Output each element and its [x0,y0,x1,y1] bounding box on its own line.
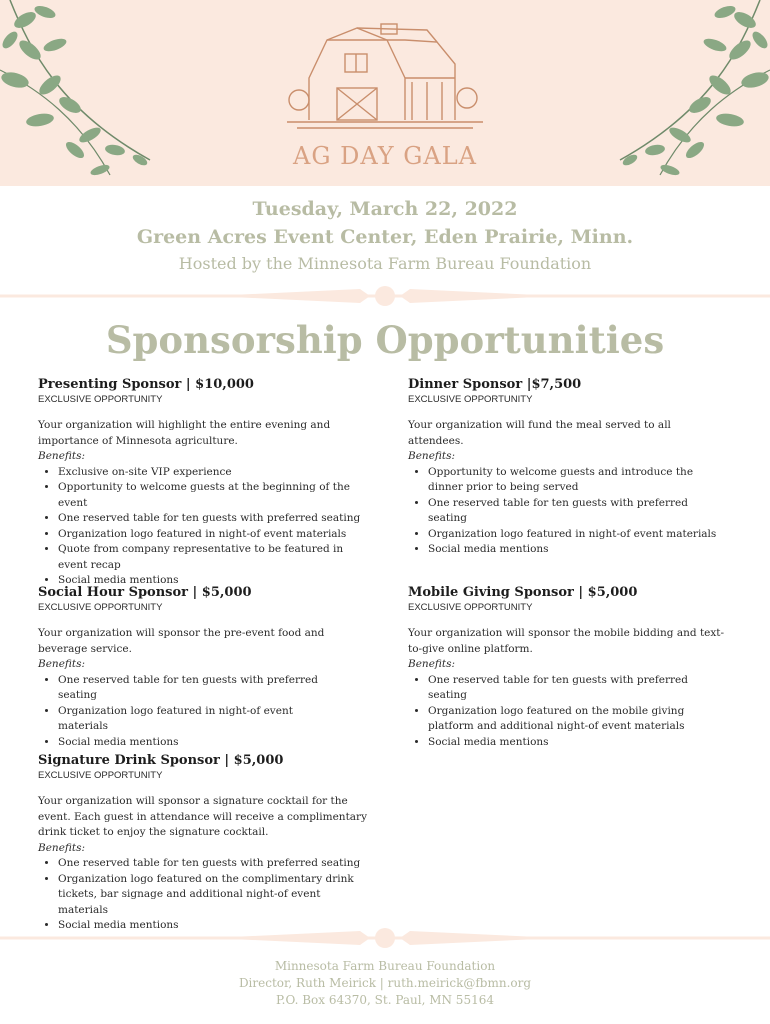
benefits-list [38,673,338,751]
sponsor-description: Your organization will fund the meal served to all attendees. [408,419,671,447]
benefits-label: Benefits: [38,658,86,670]
benefit-item: • Social media mentions [428,542,728,558]
benefit-item: • Opportunity to welcome guests at the beginning of the event [58,480,373,511]
decorative-divider-bottom [0,926,770,950]
benefit-item: • One reserved table for ten guests with preferred seating [58,511,373,527]
benefit-item: • Exclusive on-site VIP experience [58,465,373,481]
benefit-item: • Social media mentions [58,573,373,589]
benefits-label: Benefits: [38,450,86,462]
benefit-item: • Social media mentions [58,918,373,934]
event-date: Tuesday, March 22, 2022 [252,198,518,220]
sponsor-description: Your organization will highlight the entire evening and importance of Minnesota agriculture. [38,419,331,447]
sponsor-title: Mobile Giving Sponsor | $5,000 [408,585,638,600]
exclusive-label: EXCLUSIVE OPPORTUNITY [408,602,533,613]
page-heading: Sponsorship Opportunities [105,318,665,362]
benefit-item: • Organization logo featured in night-of event materials [58,527,373,543]
sponsor-title: Dinner Sponsor |$7,500 [408,377,582,392]
benefits-list [38,465,373,589]
benefit-item: • Social media mentions [428,735,728,751]
presenting-sponsor-section [38,377,373,589]
benefit-item: • One reserved table for ten guests with preferred seating [58,673,338,704]
benefit-item: • One reserved table for ten guests with preferred seating [428,496,728,527]
benefit-item: • Organization logo featured on the mobile giving platform and additional night-of event materials [428,704,728,735]
benefit-item: • Social media mentions [58,735,338,751]
sponsor-title: Presenting Sponsor | $10,000 [38,377,254,392]
event-host: Hosted by the Minnesota Farm Bureau Foundation [178,254,592,273]
sponsor-description: Your organization will sponsor a signature cocktail for the event. Each guest in attendance will receive a complimentary drink ticket to enjoy the signature cocktail. [38,795,368,838]
benefit-item: • Opportunity to welcome guests and introduce the dinner prior to being served [428,465,728,496]
benefits-label: Benefits: [408,658,456,670]
exclusive-label: EXCLUSIVE OPPORTUNITY [38,602,163,613]
signature-drink-sponsor-section [38,753,373,934]
decorative-divider-top [0,284,770,308]
benefit-item: • One reserved table for ten guests with preferred seating [428,673,728,704]
footer-org: Minnesota Farm Bureau Foundation [274,959,496,973]
sponsor-description: Your organization will sponsor the pre-event food and beverage service. [38,627,325,655]
benefit-item: • Organization logo featured in night-of event materials [58,704,338,735]
dinner-sponsor-section [408,377,728,558]
benefits-label: Benefits: [38,841,86,854]
gala-title: AG DAY GALA [293,142,477,170]
benefits-label: Benefits: [408,450,456,462]
social-hour-sponsor-section [38,585,338,750]
benefits-list [408,465,728,558]
benefit-item: • Organization logo featured on the complimentary drink tickets, bar signage and additional night-of event materials [58,872,373,919]
sponsor-description: Your organization will sponsor the mobile bidding and text-to-give online platform. [408,627,725,655]
sponsor-title: Social Hour Sponsor | $5,000 [38,585,252,600]
footer-contact: Director, Ruth Meirick | ruth.meirick@fbmn.org [238,976,532,990]
benefit-item: • Organization logo featured in night-of event materials [428,527,728,543]
footer-address: P.O. Box 64370, St. Paul, MN 55164 [276,993,494,1007]
benefits-list [408,673,728,751]
exclusive-label: EXCLUSIVE OPPORTUNITY [408,394,533,405]
exclusive-label: EXCLUSIVE OPPORTUNITY [38,770,163,781]
sponsor-title: Signature Drink Sponsor | $5,000 [38,753,284,768]
benefits-list [38,856,373,934]
mobile-giving-sponsor-section [408,585,728,750]
benefit-item: • One reserved table for ten guests with preferred seating [58,856,373,872]
exclusive-label: EXCLUSIVE OPPORTUNITY [38,394,163,405]
barn-logo-icon [287,20,483,130]
benefit-item: • Quote from company representative to be featured in event recap [58,542,373,573]
header-banner [0,0,770,186]
event-venue: Green Acres Event Center, Eden Prairie, Minn. [136,226,634,248]
